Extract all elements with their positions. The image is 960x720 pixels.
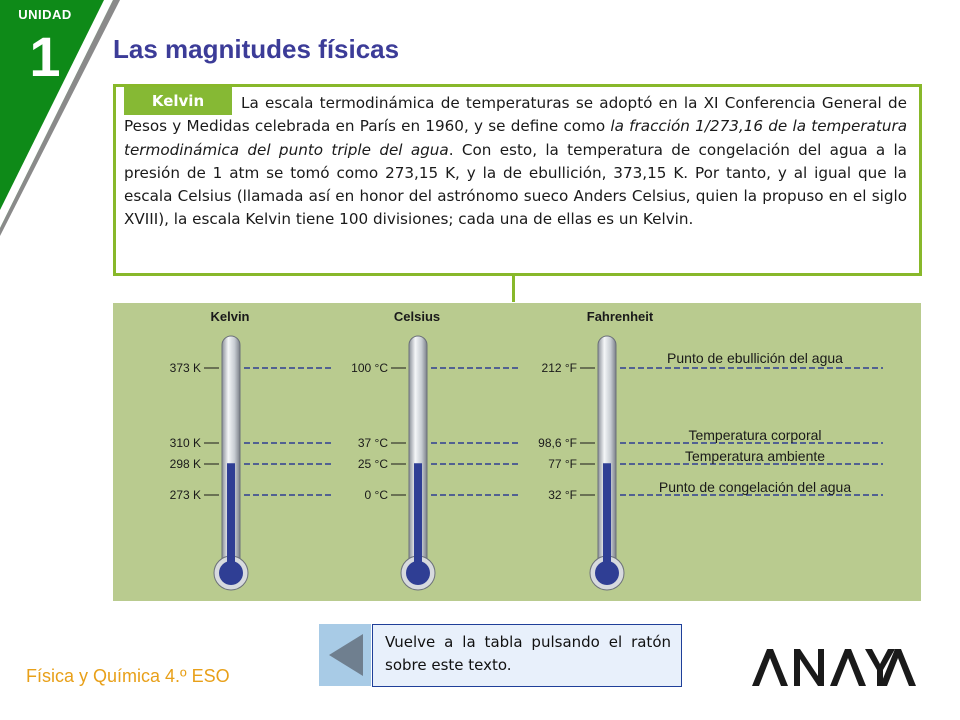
footer-course-label: Física y Química 4.º ESO bbox=[26, 666, 230, 686]
tick-label-celsius: 100 °C bbox=[351, 361, 388, 375]
thermometer-diagram bbox=[113, 303, 921, 601]
tick-label-fahrenheit: 77 °F bbox=[548, 457, 577, 471]
tick-label-celsius: 37 °C bbox=[357, 436, 388, 450]
tick-label-kelvin: 310 K bbox=[169, 436, 201, 450]
thermometer-liquid bbox=[414, 463, 422, 573]
note-2: Temperatura corporal bbox=[688, 427, 822, 443]
thermometer-liquid bbox=[603, 463, 611, 573]
unit-number: 1 bbox=[29, 25, 61, 88]
tick-label-kelvin: 373 K bbox=[169, 361, 201, 375]
thermometer-panel bbox=[113, 303, 921, 601]
scale-heading-kelvin: Kelvin bbox=[210, 309, 250, 324]
tick-label-fahrenheit: 212 °F bbox=[541, 361, 577, 375]
page-title: Las magnitudes físicas bbox=[113, 34, 400, 64]
tick-label-kelvin: 273 K bbox=[169, 488, 201, 502]
info-text-part-1: La escala termodinámica de temperaturas se adoptó en la XI Conferencia General de Pesos y Medidas celebrada en París en 1960, y se define como bbox=[124, 94, 907, 136]
info-text-part-2: . Con esto, la temperatura de congelación del agua a la presión de 1 atm se tomó como 273,15 K, y la de ebullición, 373,15 K. Por tanto, y al igual que la escala Celsius (llamada así en honor del astrónomo sueco Anders Celsius, quien la propuso en el siglo XVIII), la escala Kelvin tiene 100 divisiones; cada una de ellas es un Kelvin. bbox=[124, 140, 907, 229]
connector-line bbox=[512, 276, 515, 302]
tick-label-celsius: 0 °C bbox=[364, 488, 388, 502]
unit-label: UNIDAD bbox=[18, 7, 72, 22]
thermometer-bulb bbox=[406, 561, 430, 585]
anaya-logo bbox=[752, 646, 916, 688]
note-4: Punto de congelación del agua bbox=[658, 479, 852, 495]
info-box bbox=[113, 84, 922, 276]
info-text-definition: la fracción 1/273,16 de la temperatura termodinámica del punto triple del agua bbox=[124, 117, 908, 159]
thermometer-liquid bbox=[227, 463, 235, 573]
unit-tab bbox=[0, 0, 120, 240]
left-triangle-icon bbox=[319, 624, 371, 686]
kelvin-tag: Kelvin bbox=[124, 87, 232, 115]
back-button[interactable] bbox=[319, 624, 371, 686]
thermometer-bulb bbox=[595, 561, 619, 585]
thermometer-bulb bbox=[219, 561, 243, 585]
tick-label-kelvin: 298 K bbox=[169, 457, 201, 471]
tick-label-fahrenheit: 32 °F bbox=[548, 488, 577, 502]
scale-heading-celsius: Celsius bbox=[393, 309, 441, 324]
back-link-text[interactable]: Vuelve a la tabla pulsando el ratón sobre este texto. bbox=[372, 624, 682, 687]
scale-heading-fahrenheit: Fahrenheit bbox=[586, 309, 654, 324]
tick-label-celsius: 25 °C bbox=[357, 457, 388, 471]
note-3: Temperatura ambiente bbox=[684, 448, 826, 464]
note-1: Punto de ebullición del agua bbox=[667, 350, 843, 366]
thermometer-fahrenheit bbox=[590, 336, 624, 590]
tick-label-fahrenheit: 98,6 °F bbox=[538, 436, 577, 450]
thermometer-kelvin bbox=[214, 336, 248, 590]
thermometer-celsius bbox=[401, 336, 435, 590]
